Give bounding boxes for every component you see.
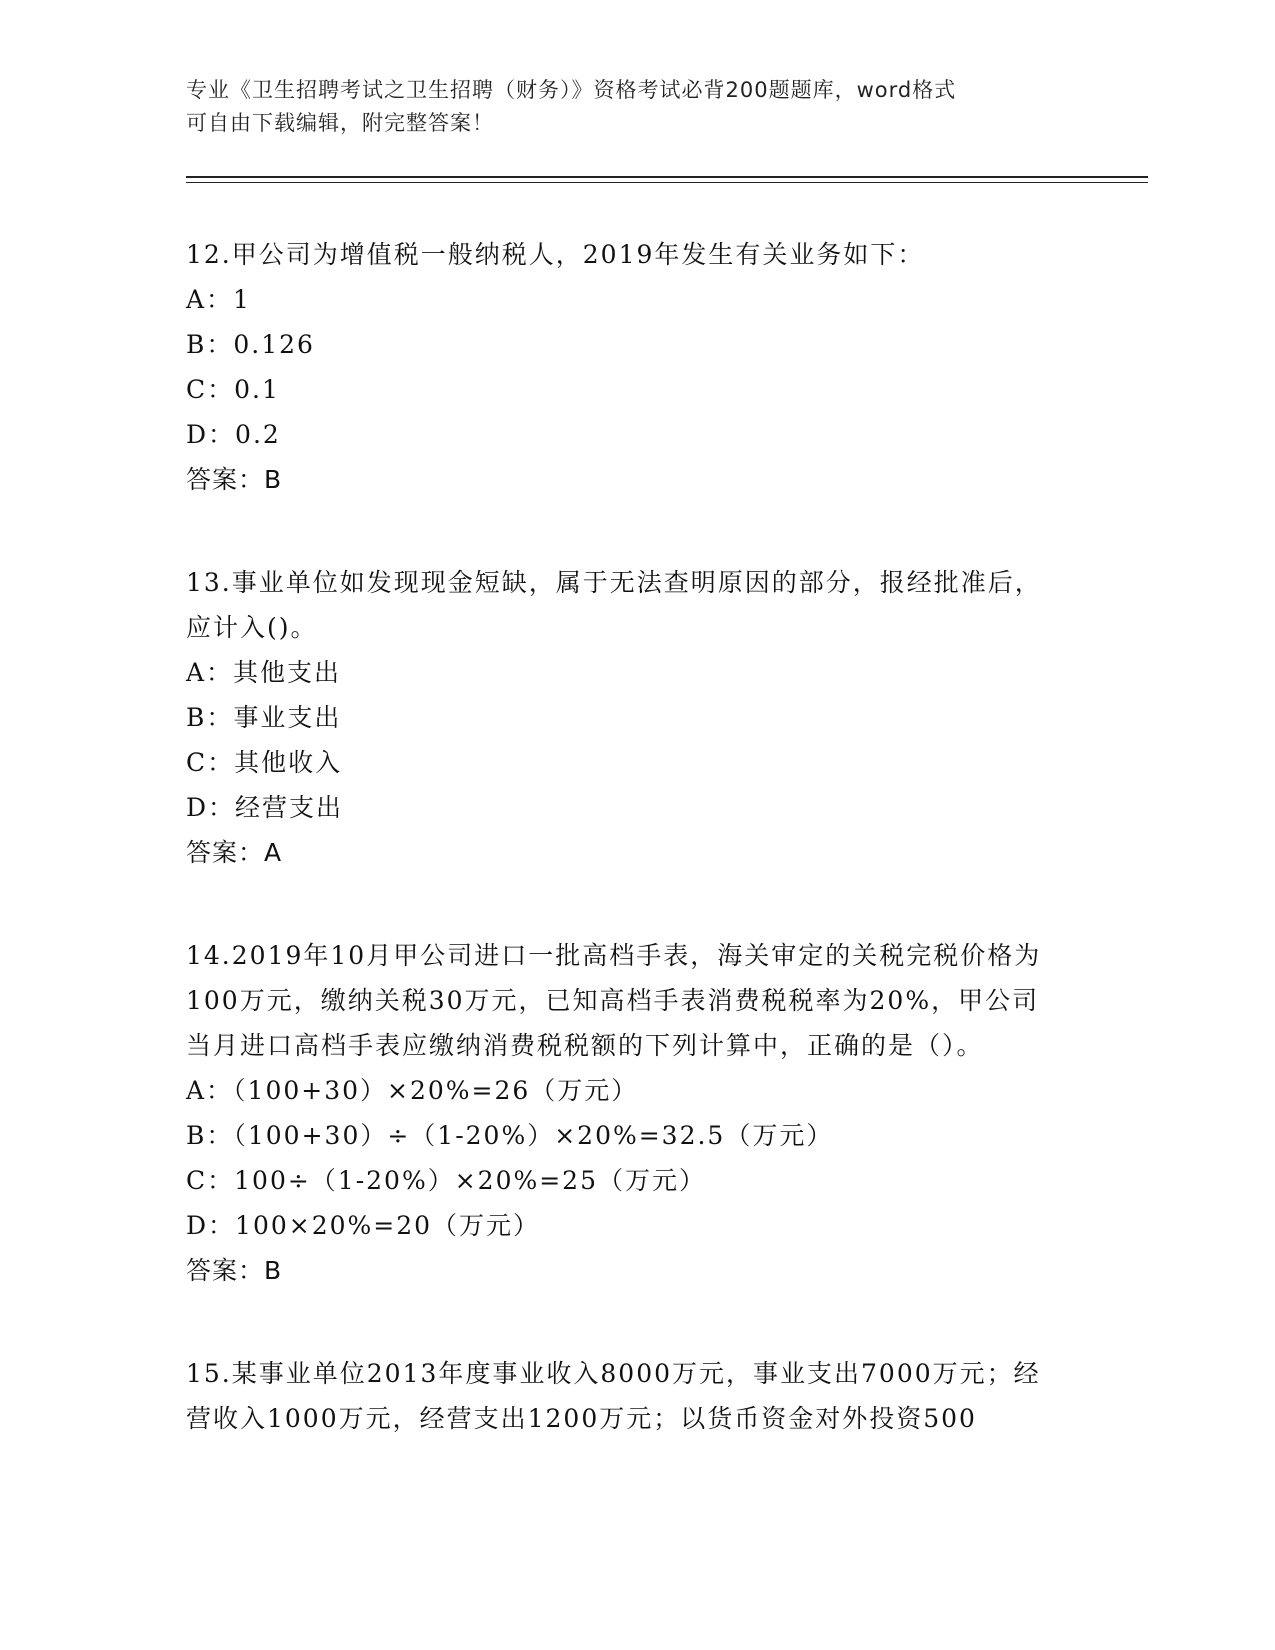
- question-14: [186, 933, 1066, 1293]
- header-divider-thin: [186, 182, 1148, 183]
- option-c: C：100÷（1-20%）×20%=25（万元）: [186, 1166, 706, 1195]
- option-c: C：其他收入: [186, 748, 343, 777]
- question-list: [186, 232, 1066, 1499]
- question-text: 14.2019年10月甲公司进口一批高档手表，海关审定的关税完税价格为100万元，缴纳关税30万元，已知高档手表消费税税率为20%，甲公司当月进口高档手表应缴纳消费税税额的下列计算中，正确的是（）。: [186, 941, 1042, 1060]
- question-text: 13.事业单位如发现现金短缺，属于无法查明原因的部分，报经批准后，应计入()。: [186, 568, 1042, 642]
- option-b: B：事业支出: [186, 703, 342, 732]
- option-d: D：100×20%=20（万元）: [186, 1211, 541, 1240]
- question-13: [186, 560, 1066, 875]
- option-c: C：0.1: [186, 375, 280, 404]
- answer: 答案：A: [186, 838, 283, 867]
- answer: 答案：B: [186, 465, 283, 494]
- option-d: D：0.2: [186, 420, 281, 449]
- option-b: B：（100+30）÷（1-20%）×20%=32.5（万元）: [186, 1121, 834, 1150]
- option-a: A：1: [186, 285, 251, 314]
- option-a: A：其他支出: [186, 658, 342, 687]
- question-15: [186, 1351, 1066, 1441]
- header-line-2: 可自由下载编辑，附完整答案！: [186, 111, 494, 135]
- option-b: B：0.126: [186, 330, 315, 359]
- question-text: 15.某事业单位2013年度事业收入8000万元，事业支出7000万元；经营收入1000万元，经营支出1200万元；以货币资金对外投资500: [186, 1359, 1041, 1433]
- document-header: [186, 74, 1086, 140]
- answer: 答案：B: [186, 1256, 283, 1285]
- option-d: D：经营支出: [186, 793, 344, 822]
- option-a: A：（100+30）×20%=26（万元）: [186, 1076, 639, 1105]
- header-line-1: 专业《卫生招聘考试之卫生招聘（财务）》资格考试必背200题题库，word格式: [186, 78, 957, 102]
- question-12: [186, 232, 1066, 502]
- question-text: 12.甲公司为增值税一般纳税人，2019年发生有关业务如下：: [186, 240, 925, 269]
- header-divider-thick: [186, 176, 1148, 178]
